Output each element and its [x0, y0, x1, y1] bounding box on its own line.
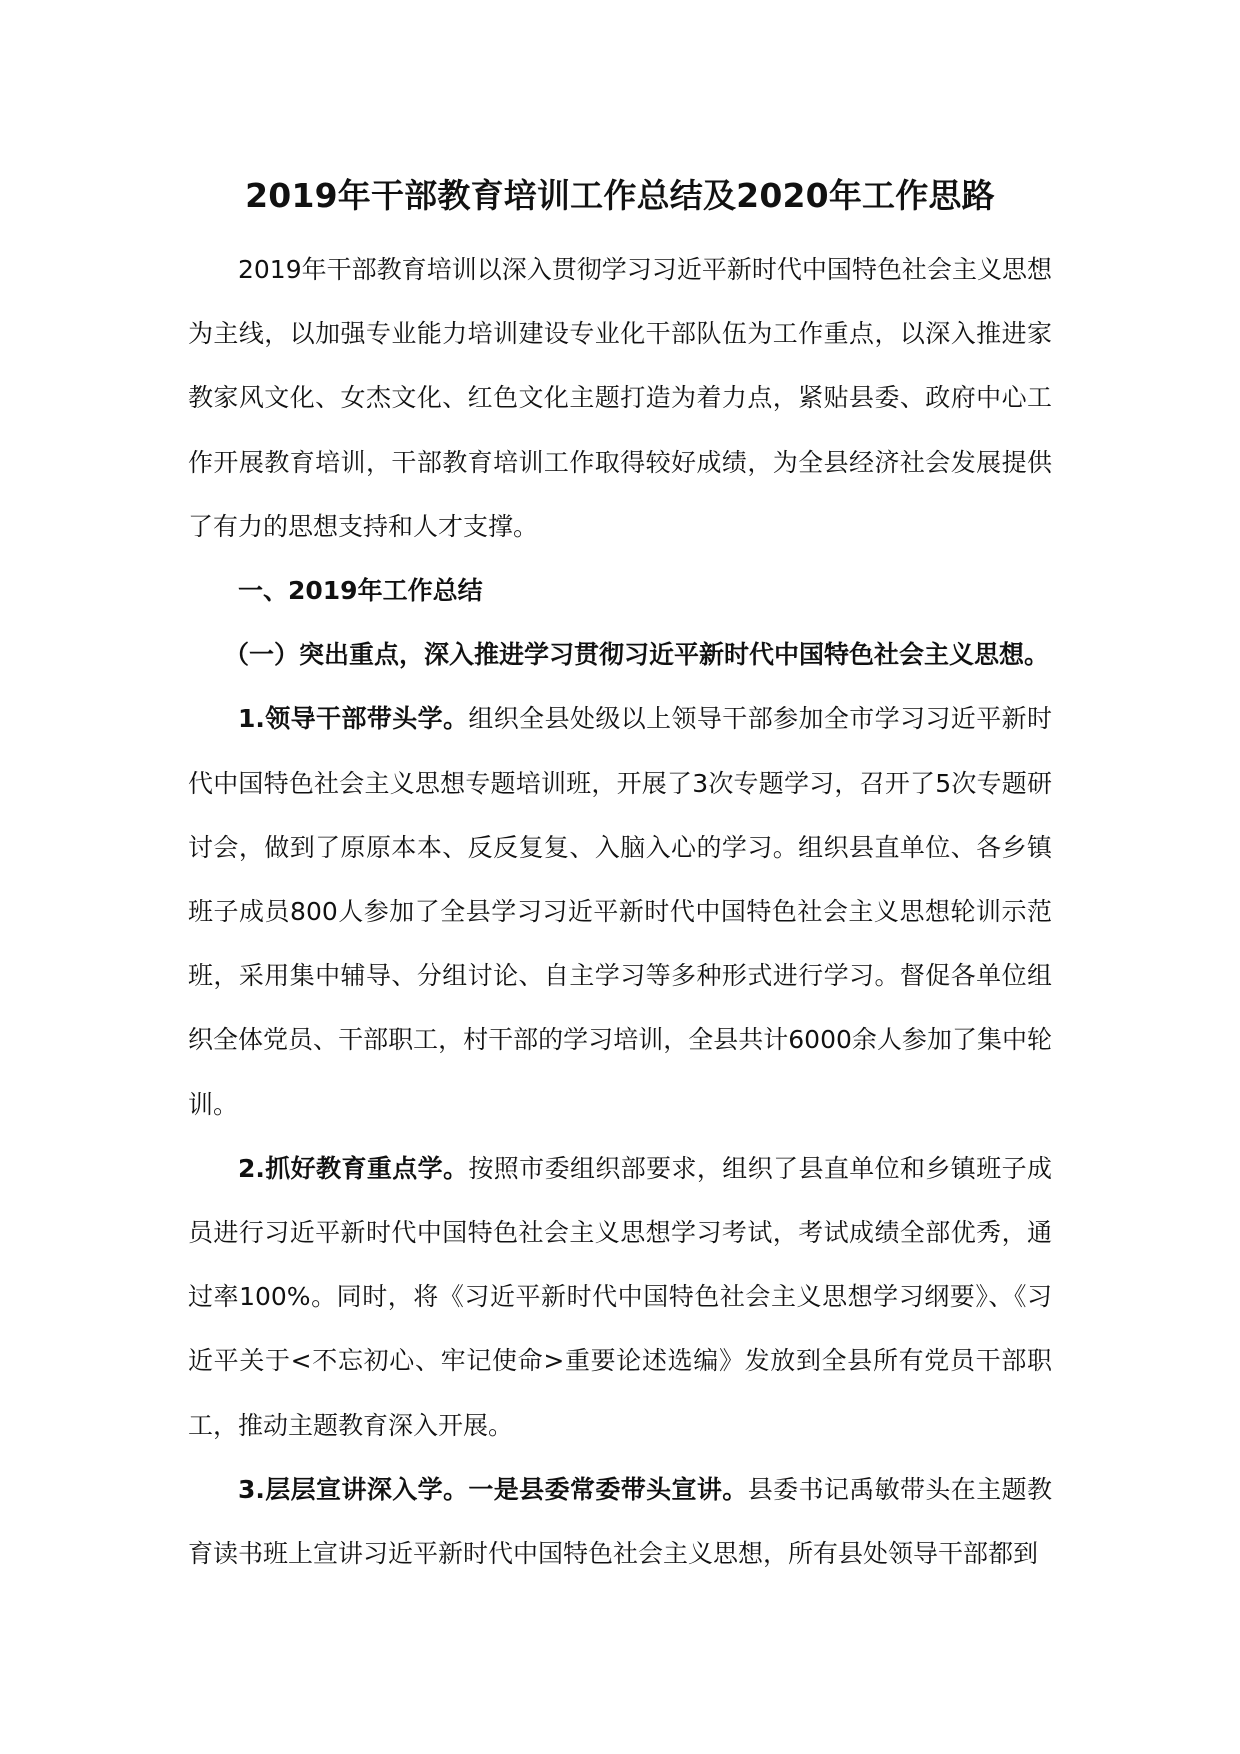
intro-paragraph: 2019年干部教育培训以深入贯彻学习习近平新时代中国特色社会主义思想为主线，以加强专业能力培训建设专业化干部队伍为工作重点，以深入推进家教家风文化、女杰文化、红色文化主题打造为着力点，紧贴县委、政府中心工作开展教育培训，干部教育培训工作取得较好成绩，为全县经济社会发展提供了有力的思想支持和人才支撑。: [188, 255, 1052, 541]
item-paragraph-1: [188, 687, 1052, 1136]
section-heading: 一、2019年工作总结: [238, 576, 483, 606]
item-text-3: 县委书记禹敏带头在主题教育读书班上宣讲习近平新时代中国特色社会主义思想，所有县处领导干部都到: [188, 1474, 1052, 1569]
document-body: [188, 238, 1052, 1586]
item-sublead-3: 一是县委常委带头宣讲。: [468, 1474, 748, 1504]
subsection-heading: （一）突出重点，深入推进学习贯彻习近平新时代中国特色社会主义思想。: [224, 640, 1050, 670]
item-text-1: 组织全县处级以上领导干部参加全市学习习近平新时代中国特色社会主义思想专题培训班，开展了3次专题学习，召开了5次专题研讨会，做到了原原本本、反反复复、入脑入心的学习。组织县直单位、各乡镇班子成员800人参加了全县学习习近平新时代中国特色社会主义思想轮训示范班，采用集中辅导、分组讨论、自主学习等多种形式进行学习。督促各单位组织全体党员、干部职工，村干部的学习培训，全县共计6000余人参加了集中轮训。: [188, 704, 1052, 1119]
document-title: 2019年干部教育培训工作总结及2020年工作思路: [245, 176, 995, 215]
item-lead-2: 2.抓好教育重点学。: [238, 1153, 469, 1183]
item-lead-1: 1.领导干部带头学。: [238, 704, 469, 734]
item-paragraph-3: [188, 1458, 1052, 1586]
item-paragraph-2: [188, 1137, 1052, 1458]
item-text-2: 按照市委组织部要求，组织了县直单位和乡镇班子成员进行习近平新时代中国特色社会主义思想学习考试，考试成绩全部优秀，通过率100%。同时，将《习近平新时代中国特色社会主义思想学习纲要》、《习近平关于<不忘初心、牢记使命>重要论述选编》发放到全县所有党员干部职工，推动主题教育深入开展。: [188, 1153, 1052, 1440]
item-lead-3: 3.层层宣讲深入学。: [238, 1474, 469, 1504]
